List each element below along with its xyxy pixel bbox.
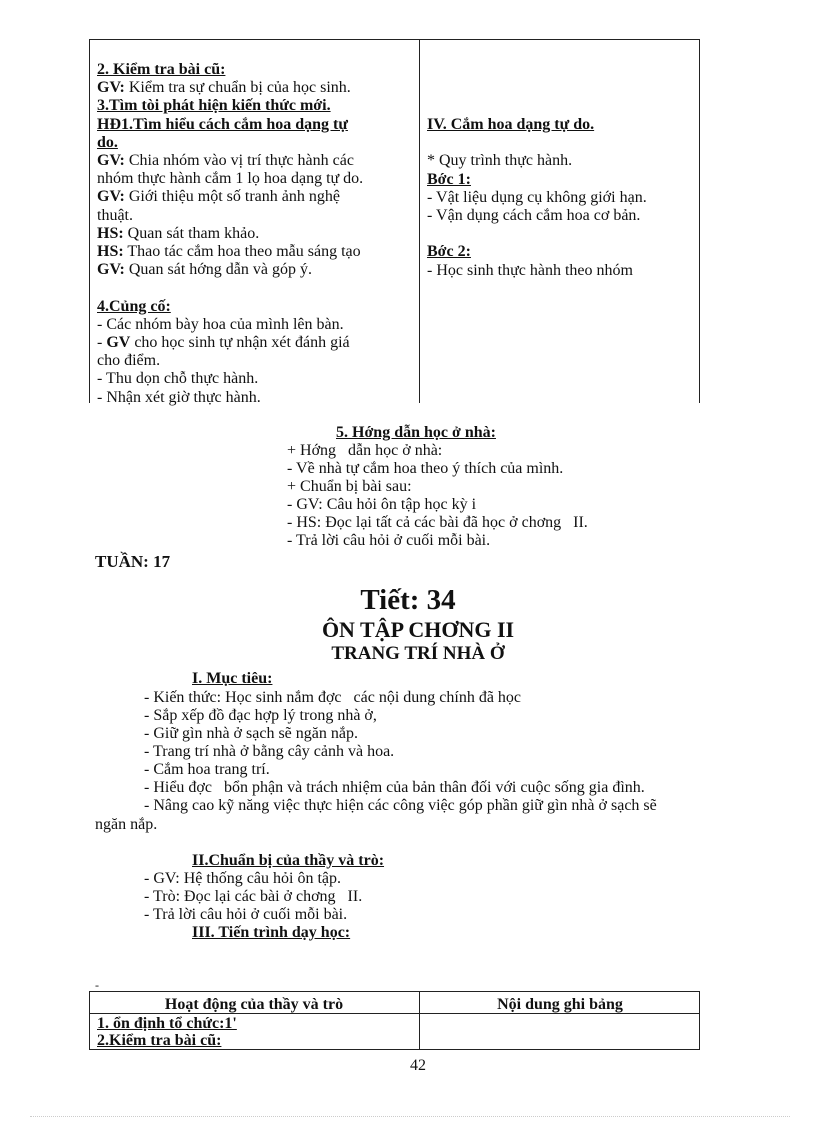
homework-line: + Chuẩn bị bài sau: <box>287 478 412 495</box>
board-content-header: Nội dung ghi bảng <box>497 996 623 1013</box>
table-line: Bớc 1: <box>427 170 471 188</box>
objective-line: - Giữ gìn nhà ở sạch sẽ ngăn nắp. <box>144 725 358 742</box>
table-line <box>427 134 695 152</box>
objective-line: - Cắm hoa trang trí. <box>144 761 270 778</box>
table-line: - Nhận xét giờ thực hành. <box>97 388 261 406</box>
table-row-organization: 1. ổn định tổ chức:1' <box>97 1015 237 1032</box>
homework-heading: 5. Hớng dẫn học ở nhà: <box>336 424 496 441</box>
homework-line: - HS: Đọc lại tất cả các bài đã học ở chơng II. <box>287 514 588 531</box>
table-line: nhóm thực hành cắm 1 lọ hoa dạng tự do. <box>97 170 364 188</box>
table-line: HĐ1.Tìm hiểu cách cắm hoa dạng tự <box>97 115 348 133</box>
homework-line: - Trả lời câu hỏi ở cuối mỗi bài. <box>287 532 491 549</box>
objectives-heading: I. Mục tiêu: <box>192 670 273 687</box>
activities-column <box>97 61 415 407</box>
board-content-column <box>427 116 695 280</box>
homework-line: + Hớng dẫn học ở nhà: <box>287 442 443 459</box>
objective-line: - Kiến thức: Học sinh nắm đợc các nội dung chính đã học <box>144 689 522 706</box>
activities-header: Hoạt động của thầy và trò <box>164 996 344 1013</box>
lesson-table-divider <box>419 39 420 403</box>
stray-mark: - <box>95 978 99 992</box>
objective-line: - Trang trí nhà ở bằng cây cảnh và hoa. <box>144 743 395 760</box>
table-line: - Vận dụng cách cắm hoa cơ bản. <box>427 207 641 225</box>
table-line: - GV cho học sinh tự nhận xét đánh giá <box>97 334 350 352</box>
topic-title: TRANG TRÍ NHÀ Ở <box>331 643 505 664</box>
table-line: GV: Quan sát hớng dẫn và góp ý. <box>97 261 312 279</box>
table-line: cho điểm. <box>97 352 161 370</box>
table-line: HS: Thao tác cắm hoa theo mẫu sáng tạo <box>97 243 361 261</box>
table-line: * Quy trình thực hành. <box>427 152 573 170</box>
table-line: GV: Giới thiệu một số tranh ảnh nghệ <box>97 188 340 206</box>
objective-line: - Nâng cao kỹ năng việc thực hiện các công việc góp phần giữ gìn nhà ở sạch sẽ <box>144 797 657 814</box>
table-line: - Học sinh thực hành theo nhóm <box>427 261 633 279</box>
preparation-line: - GV: Hệ thống câu hỏi ôn tập. <box>144 870 341 887</box>
table-line: do. <box>97 133 118 151</box>
objectives-wrap-line: ngăn nắp. <box>95 816 158 833</box>
table-line: 2. Kiểm tra bài cũ: <box>97 61 226 78</box>
objective-line: - Sắp xếp đồ đạc hợp lý trong nhà ở, <box>144 707 377 724</box>
table-line: - Các nhóm bày hoa của mình lên bàn. <box>97 315 344 333</box>
objectives-list <box>144 689 657 815</box>
table-line: GV: Kiểm tra sự chuẩn bị của học sinh. <box>97 79 351 97</box>
table-line: - Thu dọn chỗ thực hành. <box>97 370 259 388</box>
homework-line: - Về nhà tự cắm hoa theo ý thích của mình. <box>287 460 564 477</box>
preparation-line: - Trò: Đọc lại các bài ở chơng II. <box>144 888 363 905</box>
page-edge-dots <box>30 1116 790 1117</box>
preparation-heading: II.Chuẩn bị của thầy và trò: <box>192 852 385 869</box>
table-line: 4.Củng cố: <box>97 297 171 315</box>
table-row-review: 2.Kiểm tra bài cũ: <box>97 1032 222 1049</box>
table-line <box>97 279 415 297</box>
preparation-line: - Trả lời câu hỏi ở cuối mỗi bài. <box>144 906 348 923</box>
homework-line: - GV: Câu hỏi ôn tập học kỳ i <box>287 496 477 513</box>
table-line: HS: Quan sát tham khảo. <box>97 224 260 242</box>
table-line: IV. Cắm hoa dạng tự do. <box>427 116 595 133</box>
table-line: - Vật liệu dụng cụ không giới hạn. <box>427 188 647 206</box>
objective-line: - Hiểu đợc bổn phận và trách nhiệm của bản thân đối với cuộc sống gia đình. <box>144 779 645 796</box>
lesson-title: Tiết: 34 <box>360 584 456 616</box>
table-line: Bớc 2: <box>427 243 471 261</box>
chapter-title: ÔN TẬP CHƠNG II <box>321 617 515 642</box>
table-line: thuật. <box>97 206 133 224</box>
table-line: GV: Chia nhóm vào vị trí thực hành các <box>97 152 354 170</box>
process-heading: III. Tiến trình dạy học: <box>192 924 351 941</box>
page-number: 42 <box>410 1057 426 1074</box>
week-label: TUẦN: 17 <box>95 552 171 571</box>
table-line <box>427 225 695 243</box>
table-line: 3.Tìm tòi phát hiện kiến thức mới. <box>97 97 331 115</box>
preparation-list <box>144 870 362 924</box>
homework-list <box>287 442 588 550</box>
